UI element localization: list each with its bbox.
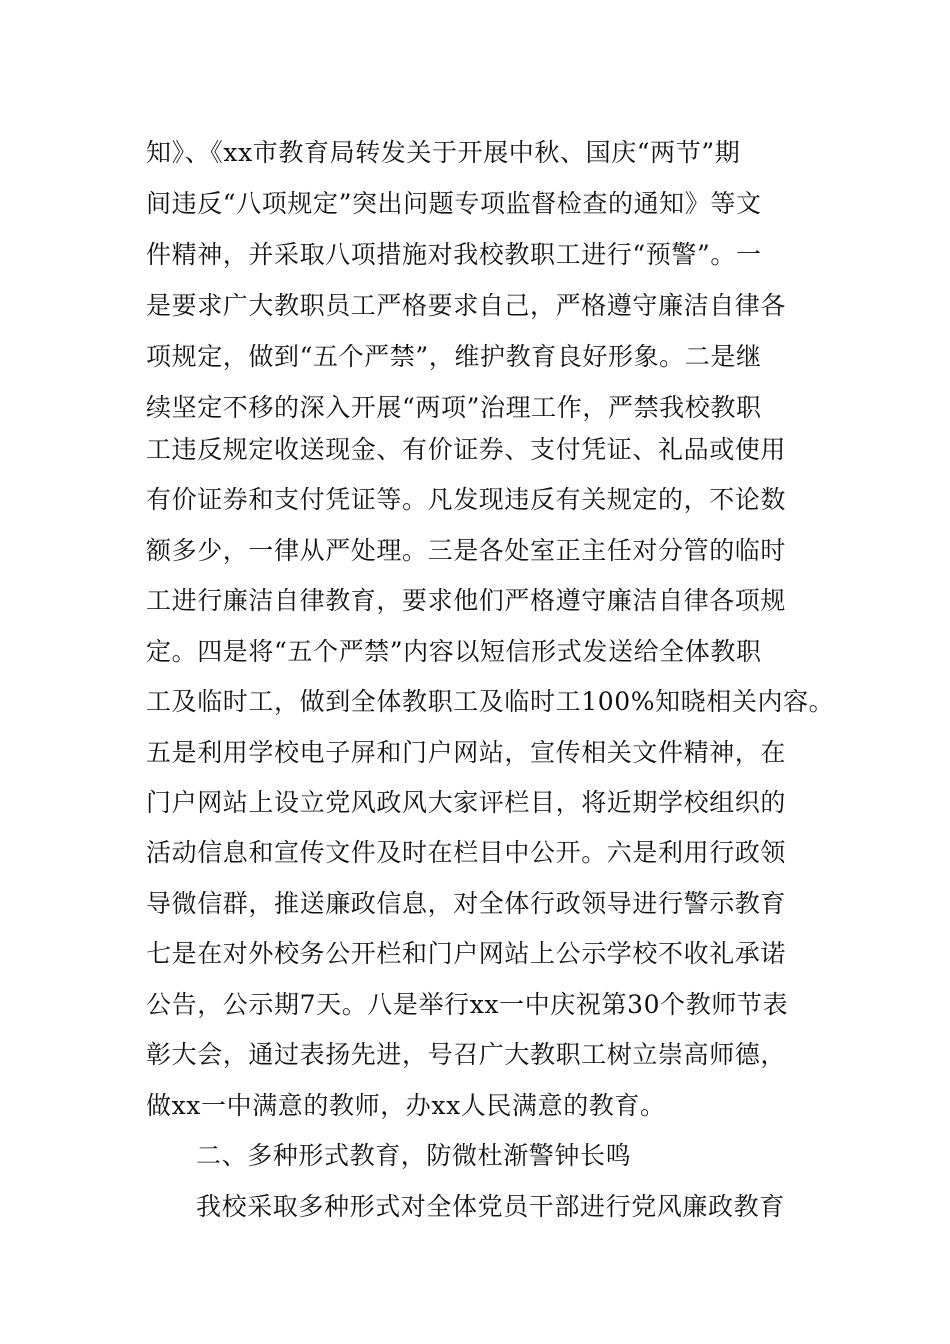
body-text-line: 有价证券和支付凭证等。凡发现违反有关规定的，不论数	[146, 485, 787, 514]
body-text-line: 活动信息和宣传文件及时在栏目中公开。六是利用行政领	[146, 838, 787, 867]
body-text-line: 知》、《xx市教育局转发关于开展中秋、国庆“两节”期	[146, 138, 741, 167]
body-text-line: 工进行廉洁自律教育，要求他们严格遵守廉洁自律各项规	[146, 586, 787, 615]
body-text-line: 额多少，一律从严处理。三是各处室正主任对分管的临时	[146, 536, 787, 565]
paragraph-first-line: 我校采取多种形式对全体党员干部进行党风廉政教育	[196, 1192, 785, 1221]
body-text-line: 是要求广大教职员工严格要求自己，严格遵守廉洁自律各	[146, 291, 787, 320]
body-text-line: 件精神，并采取八项措施对我校教职工进行“预警”。一	[146, 240, 762, 269]
body-text-line: 公告，公示期7天。八是举行xx一中庆祝第30个教师节表	[146, 990, 789, 1019]
body-text-line: 续坚定不移的深入开展“两项”治理工作，严禁我校教职	[146, 393, 762, 422]
body-text-line: 定。四是将“五个严禁”内容以短信形式发送给全体教职	[146, 637, 762, 666]
body-text-line: 七是在对外校务公开栏和门户网站上公示学校不收礼承诺	[146, 939, 787, 968]
body-text-line: 门户网站上设立党风政风大家评栏目，将近期学校组织的	[146, 788, 787, 817]
body-text-line: 做xx一中满意的教师，办xx人民满意的教育。	[146, 1091, 666, 1120]
body-text-line: 五是利用学校电子屏和门户网站，宣传相关文件精神，在	[146, 738, 787, 767]
section-heading: 二、多种形式教育，防微杜渐警钟长鸣	[196, 1141, 632, 1170]
body-text-line: 导微信群，推送廉政信息，对全体行政领导进行警示教育	[146, 889, 787, 918]
body-text-line: 彰大会，通过表扬先进，号召广大教职工树立崇高师德，	[146, 1040, 787, 1069]
body-text-line: 间违反“八项规定”突出问题专项监督检查的通知》等文	[146, 189, 762, 218]
body-text-line: 工违反规定收送现金、有价证券、支付凭证、礼品或使用	[146, 435, 787, 464]
body-text-line: 工及临时工，做到全体教职工及临时工100%知晓相关内容。	[146, 687, 835, 716]
body-text-line: 项规定，做到“五个严禁”，维护教育良好形象。二是继	[146, 342, 762, 371]
